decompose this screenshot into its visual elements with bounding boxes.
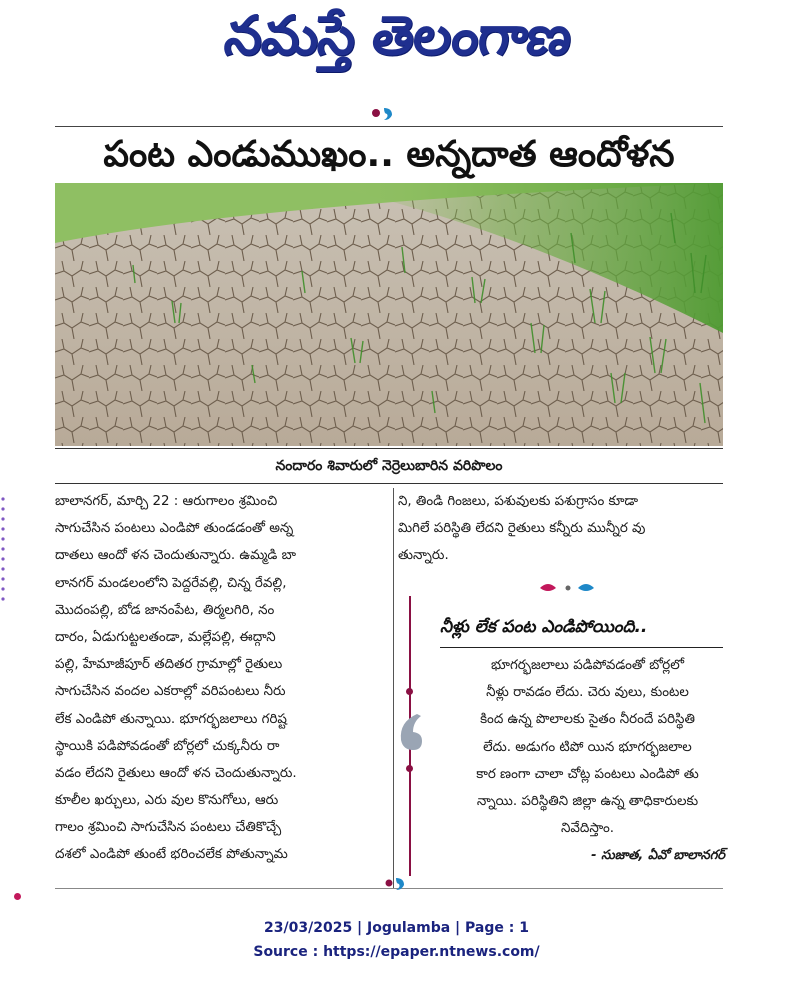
text-line: స్థాయికి పడిపోవడంతో బోర్లలో చుక్కనీరు రా (55, 738, 280, 754)
text-line: మొదంపల్లి, బోడ జానంపేట, తిర్మలగిరి, నం (55, 602, 275, 618)
quote-box-ornament-icon (538, 578, 598, 598)
masthead (0, 0, 793, 92)
headline: పంట ఎండుముఖం.. అన్నదాత ఆందోళన (103, 134, 675, 175)
text-line: సాగుచేసిన పంటలు ఎండిపో తుండడంతో అన్న (55, 521, 294, 537)
footer-source-link[interactable]: Source : https://epaper.ntnews.com/ (253, 944, 540, 960)
text-line: తున్నారు. (398, 548, 449, 564)
text-line: సాగుచేసిన వందల ఎకరాల్లో వరిపంటలు నీరు (55, 684, 286, 700)
masthead-title: నమస్తే తెలంగాణ (221, 4, 574, 67)
top-rule (55, 126, 723, 127)
quote-author: - సుజాత, ఏవో బాలానగర్ (591, 848, 725, 863)
cracked-field-photo (55, 183, 723, 446)
photo-caption: నందారం శివారులో నెర్రెలుబారిన వరిపొలం (275, 458, 503, 474)
accent-dot (14, 893, 21, 900)
quote-mark-icon (395, 712, 429, 752)
side-decoration-dots (0, 495, 8, 615)
text-line: లేదు. అడుగం టిపో యిన భూగర్భజలాల (483, 739, 692, 755)
text-line: లేక ఎండిపో తున్నాయి. భూగర్భజలాలు గరిష్ట (55, 711, 287, 727)
footer-date-edition: 23/03/2025 | Jogulamba | Page : 1 (264, 920, 529, 936)
quote-box-title: నీళ్లు లేక పంట ఎండిపోయింది.. (440, 617, 648, 637)
caption-rule (55, 483, 723, 484)
accent-dot (406, 765, 413, 772)
column-divider (393, 488, 394, 888)
text-line: పల్లి, హేమాజీపూర్ తదితర గ్రామాల్లో రైతులు (55, 657, 283, 673)
article-column-1 (55, 488, 389, 869)
quote-ornament-icon (368, 104, 398, 122)
accent-dot (406, 688, 413, 695)
quote-box-title-rule (440, 647, 723, 648)
text-line: బాలానగర్, మార్చి 22 : ఆరుగాలం శ్రమించి (55, 494, 278, 509)
text-line: న్నాయి. పరిస్థితిని జిల్లా ఉన్న తాధికారులకు (476, 793, 699, 809)
text-line: గాలం శ్రమించి సాగుచేసిన పంటలు చేతికొచ్చే (55, 820, 282, 836)
text-line: దారం, ఏడుగుట్టలతండా, మల్లేపల్లి, ఈద్గాని (55, 629, 276, 645)
text-line: కార ణంగా చాలా చోట్ల పంటలు ఎండిపో తు (476, 766, 699, 782)
text-line: నివేదిస్తాం. (560, 821, 615, 837)
text-line: మిగిలే పరిస్థితి లేదని రైతులు కన్నీరు మున్నీర వు (398, 521, 646, 537)
text-line: లానగర్ మండలంలోని పెద్దరేవల్లి, చిన్న రేవల్లి, (55, 575, 287, 591)
text-line: నీళ్లు రావడం లేదు. చెరు వులు, కుంటల (486, 685, 689, 701)
text-line: వడం లేదని రైతులు ఆందో ళన చెందుతున్నారు. (55, 765, 297, 781)
text-line: ని, తిండి గింజలు, పశువులకు పశుగ్రాసం కూడా (398, 494, 639, 509)
text-line: దాతలు ఆందో ళన చెందుతున్నారు. ఉమ్మడి బా (55, 548, 296, 564)
quote-ornament-icon (383, 874, 409, 892)
article-column-2 (398, 488, 723, 570)
text-line: దశలో ఎండిపో తుంటే భరించలేక పోతున్నామ (55, 847, 288, 863)
caption-rule (55, 448, 723, 449)
text-line: కూలీల ఖర్చులు, ఎరు వుల కొనుగోలు, ఆరు (55, 793, 279, 809)
quote-box-text (450, 652, 725, 842)
text-line: కింద ఉన్న పొలాలకు సైతం నీరందే పరిస్థితి (480, 712, 695, 728)
text-line: భూగర్భజలాలు పడిపోవడంతో బోర్లలో (490, 658, 684, 673)
